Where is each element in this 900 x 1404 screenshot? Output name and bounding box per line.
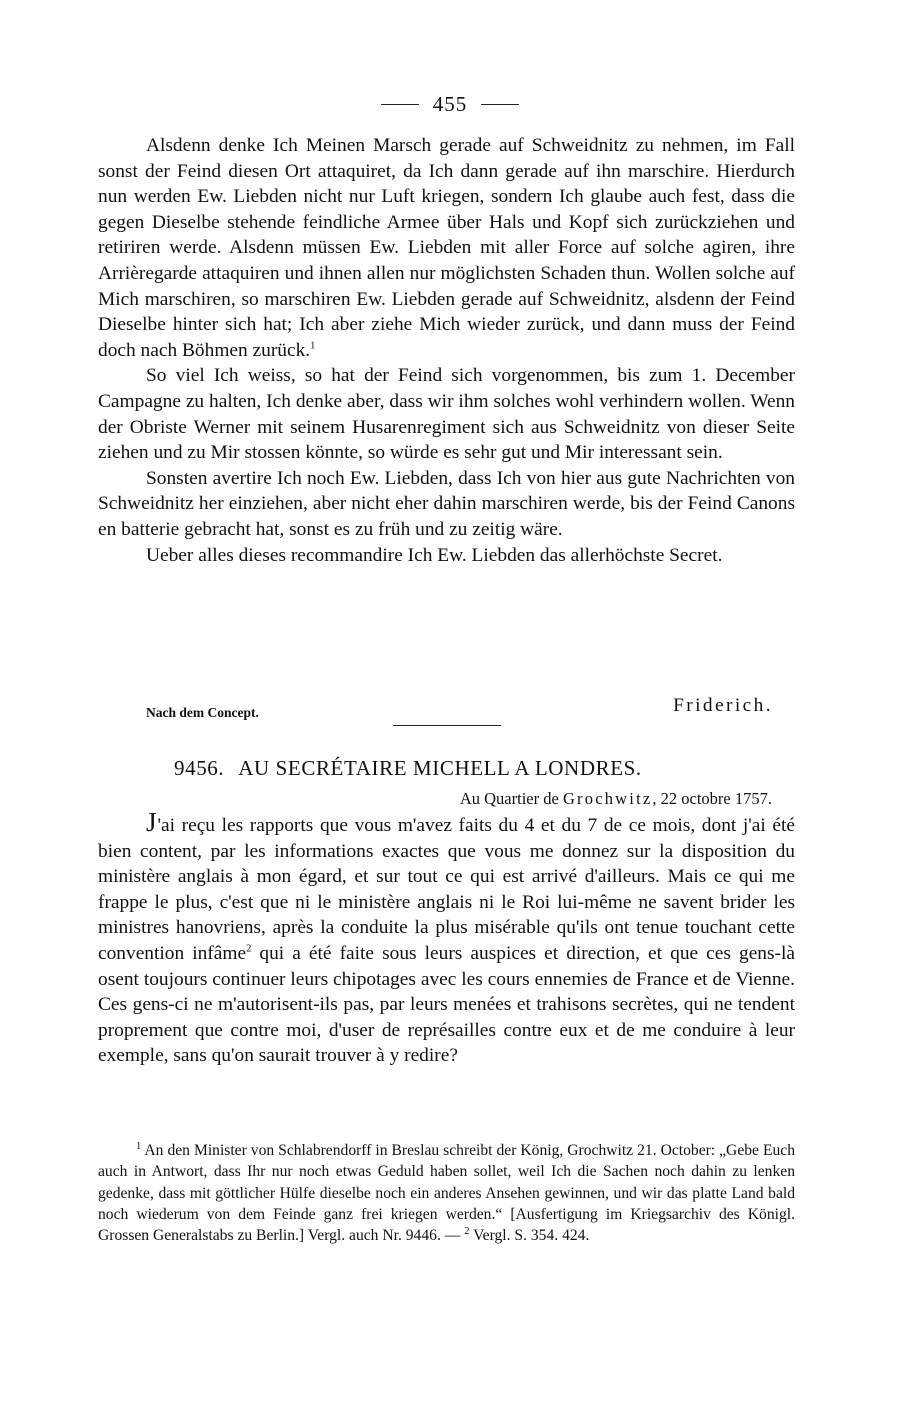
paragraph: Ueber alles dieses recommandire Ich Ew. Liebden das allerhöchste Secret.	[146, 544, 723, 566]
letter-9455-body	[98, 133, 795, 568]
source-note: Nach dem Concept.	[146, 705, 259, 720]
letter-title: AU SECRÉTAIRE MICHELL A LONDRES.	[238, 756, 642, 780]
paragraph: J'ai reçu les rapports que vous m'avez faits du 4 et du 7 de ce mois, dont j'ai été bien content, par les informations exactes que vous me donnez sur la disposition du ministère anglais à mon égard, et sur tout ce qui est arrivé d'ailleurs. Mais ce qui me frappe le plus, c'est que ni le ministère anglais ni le Roi lui-même ne savent brider les ministres hanovriens, après la conduite la plus misérable qu'ils ont tenue touchant cette convention infâme$^2$ qui a été faite sous leurs auspices et direction, et que ces gens-là osent toujours continuer leurs chipotages avec les cours ennemies de France et de Vienne. Ces gens-ci ne m'autorisent-ils pas, par leurs menées et trahisons secrètes, qui ne tendent proprement que contre moi, d'user de représailles contre eux et de me conduire à leur exemple, sans qu'on saurait trouver à y redire?	[98, 807, 796, 1067]
footnote-reference[interactable]: 1	[310, 340, 316, 352]
footnotes	[98, 1140, 795, 1246]
dateline-date: , 22 octobre 1757.	[652, 789, 772, 808]
closing-row	[98, 695, 795, 721]
footnote-mark: 1	[136, 1140, 142, 1152]
initial-letter: J	[146, 807, 157, 837]
page-number: 455	[432, 92, 468, 116]
section-divider	[393, 725, 501, 726]
signature: Friderich.	[673, 695, 773, 716]
header-rule-right	[481, 104, 519, 105]
page-header	[0, 92, 900, 117]
footnote-mark: 2	[464, 1226, 470, 1237]
header-rule-left	[381, 104, 419, 105]
dateline-prefix: Au Quartier de	[459, 789, 559, 808]
footnote-reference[interactable]: 2	[246, 943, 252, 955]
paragraph: Sonsten avertire Ich noch Ew. Liebden, dass Ich von hier aus gute Nachrichten von Schweidnitz her einziehen, aber nicht eher dahin marschiren werde, bis der Feind Canons en batterie gebracht hat, sonst es zu früh und zu zeitig wäre.	[98, 467, 795, 540]
paragraph: So viel Ich weiss, so hat der Feind sich vorgenommen, bis zum 1. December Campagne zu halten, Ich denke aber, dass wir ihm solches wohl verhindern wollen. Wenn der Obriste Werner mit seinem Husarenregiment sich aus Schweidnitz von dieser Seite ziehen und zu Mir stossen könnte, so würde es sehr gut und Mir interessant sein.	[98, 365, 795, 464]
paragraph: Alsdenn denke Ich Meinen Marsch gerade auf Schweidnitz zu nehmen, im Fall sonst der Feind diesen Ort attaquiret, da Ich dann gerade auf ihn marschire. Hierdurch nun werden Ew. Liebden nicht nur Luft kriegen, sondern Ich glaube auch fest, dass die gegen Dieselbe stehende feindliche Armee über Hals und Kopf sich zurückziehen und retiriren werde. Alsdenn müssen Ew. Liebden mit aller Force auf solche agiren, ihre Arrièregarde attaquiren und ihnen allen nur möglichsten Schaden thun. Wollen solche auf Mich marschiren, so marschiren Ew. Liebden gerade auf Schweidnitz, alsdenn der Feind Dieselbe hinter sich hat; Ich aber ziehe Mich wieder zurück, und dann muss der Feind doch nach Böhmen zurück.$^1$	[98, 135, 795, 361]
footnote: $^1$ An den Minister von Schlabrendorff in Breslau schreibt der König, Grochwitz 21. October: „Gebe Euch auch in Antwort, dass Ihr nur noch etwas Geduld haben sollet, weil Ich die Sachen noch dahin zu lenken gedenke, dass mit göttlicher Hülfe dieselbe noch ein anderes Ansehen gewinnen, und wir das platte Land bald noch wiederum von dem Feinde ganz frei kriegen werden.“ [Ausfertigung im Kriegsarchiv des Königl. Grossen Generalstabs zu Berlin.] Vergl. auch Nr. 9446. — $^2$ Vergl. S. 354. 424.	[98, 1140, 795, 1245]
dateline	[460, 789, 772, 809]
letter-number: 9456.	[174, 756, 225, 780]
dateline-place: Grochwitz	[562, 789, 653, 808]
letter-9456-body	[98, 807, 796, 1069]
letter-heading	[174, 756, 642, 781]
